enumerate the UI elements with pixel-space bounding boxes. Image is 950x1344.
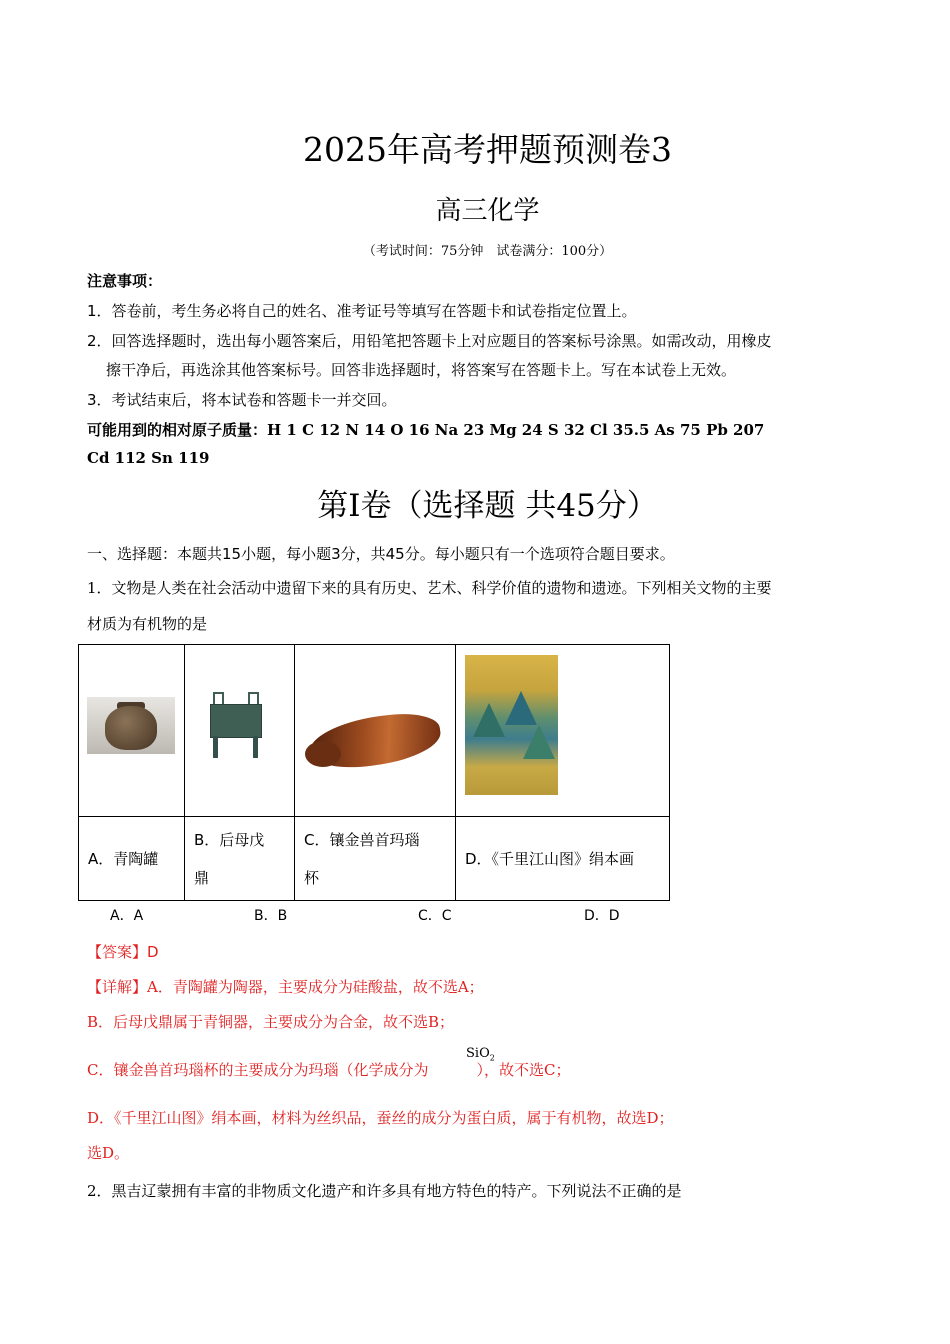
pottery-jar-image [87, 697, 175, 754]
answer-label: 【答案】D [87, 943, 159, 961]
exam-info: （考试时间：75分钟 试卷满分：100分） [362, 244, 613, 259]
question-1-stem-line2: 材质为有机物的是 [87, 615, 208, 633]
option-d-image-cell [456, 645, 670, 817]
section-title: 第Ⅰ卷（选择题 共45分） [317, 488, 658, 524]
choice-b: B．B [254, 908, 288, 924]
question-1-options-table [78, 644, 670, 901]
exam-title: 2025年高考押题预测卷3 [303, 130, 672, 169]
option-b-label: B．后母戊 鼎 [185, 817, 295, 901]
option-a-label: A．青陶罐 [79, 817, 185, 901]
option-d-label: D．《千里江山图》绢本画 [456, 817, 670, 901]
question-2-stem: 2．黑吉辽蒙拥有丰富的非物质文化遗产和许多具有地方特色的特产。下列说法不正确的是 [87, 1182, 682, 1200]
landscape-painting-image [465, 655, 558, 795]
explanation-a: 【详解】A．青陶罐为陶器，主要成分为硅酸盐，故不选A； [87, 978, 484, 996]
notes-item-2-line1: 2．回答选择题时，选出每小题答案后，用铅笔把答题卡上对应题目的答案标号涂黑。如需改动，用橡皮 [87, 332, 772, 350]
notes-heading: 注意事项： [87, 272, 163, 290]
notes-item-3: 3．考试结束后，将本试卷和答题卡一并交回。 [87, 391, 397, 409]
sio2-formula: SiO$_2$ [466, 1046, 495, 1063]
question-1-stem-line1: 1．文物是人类在社会活动中遗留下来的具有历史、艺术、科学价值的遗物和遗迹。下列相关文物的主要 [87, 579, 772, 597]
atomic-masses-values: H 1 C 12 N 14 O 16 Na 23 Mg 24 S 32 Cl 35.5 As 75 Pb 207 [267, 421, 765, 439]
bronze-ding-image [205, 690, 267, 762]
agate-cup-image [305, 705, 443, 775]
atomic-masses-line2: Cd 112 Sn 119 [87, 449, 210, 467]
option-c-label: C．镶金兽首玛瑙 杯 [295, 817, 456, 901]
notes-item-1: 1．答卷前，考生务必将自己的姓名、准考证号等填写在答题卡和试卷指定位置上。 [87, 302, 637, 320]
notes-item-2-line2: 擦干净后，再选涂其他答案标号。回答非选择题时，将答案写在答题卡上。写在本试卷上无效。 [106, 361, 737, 379]
option-a-image-cell [79, 645, 185, 817]
explanation-b: B．后母戊鼎属于青铜器，主要成分为合金，故不选B； [87, 1013, 455, 1031]
section-instruction: 一、选择题：本题共15小题，每小题3分，共45分。每小题只有一个选项符合题目要求。 [87, 545, 675, 563]
option-c-image-cell [295, 645, 456, 817]
explanation-c: C．镶金兽首玛瑙杯的主要成分为玛瑙（化学成分为 ），故不选C； [87, 1061, 571, 1079]
explanation-conclusion: 选D。 [87, 1144, 130, 1162]
explanation-d: D．《千里江山图》绢本画，材料为丝织品，蚕丝的成分为蛋白质，属于有机物，故选D； [87, 1109, 674, 1127]
exam-subtitle: 高三化学 [435, 196, 540, 226]
choice-d: D．D [584, 908, 620, 924]
atomic-masses-line1 [87, 419, 764, 440]
option-b-image-cell [185, 645, 295, 817]
atomic-masses-label: 可能用到的相对原子质量： [87, 421, 268, 439]
choice-a: A．A [110, 908, 144, 924]
choice-c: C．C [418, 908, 452, 924]
